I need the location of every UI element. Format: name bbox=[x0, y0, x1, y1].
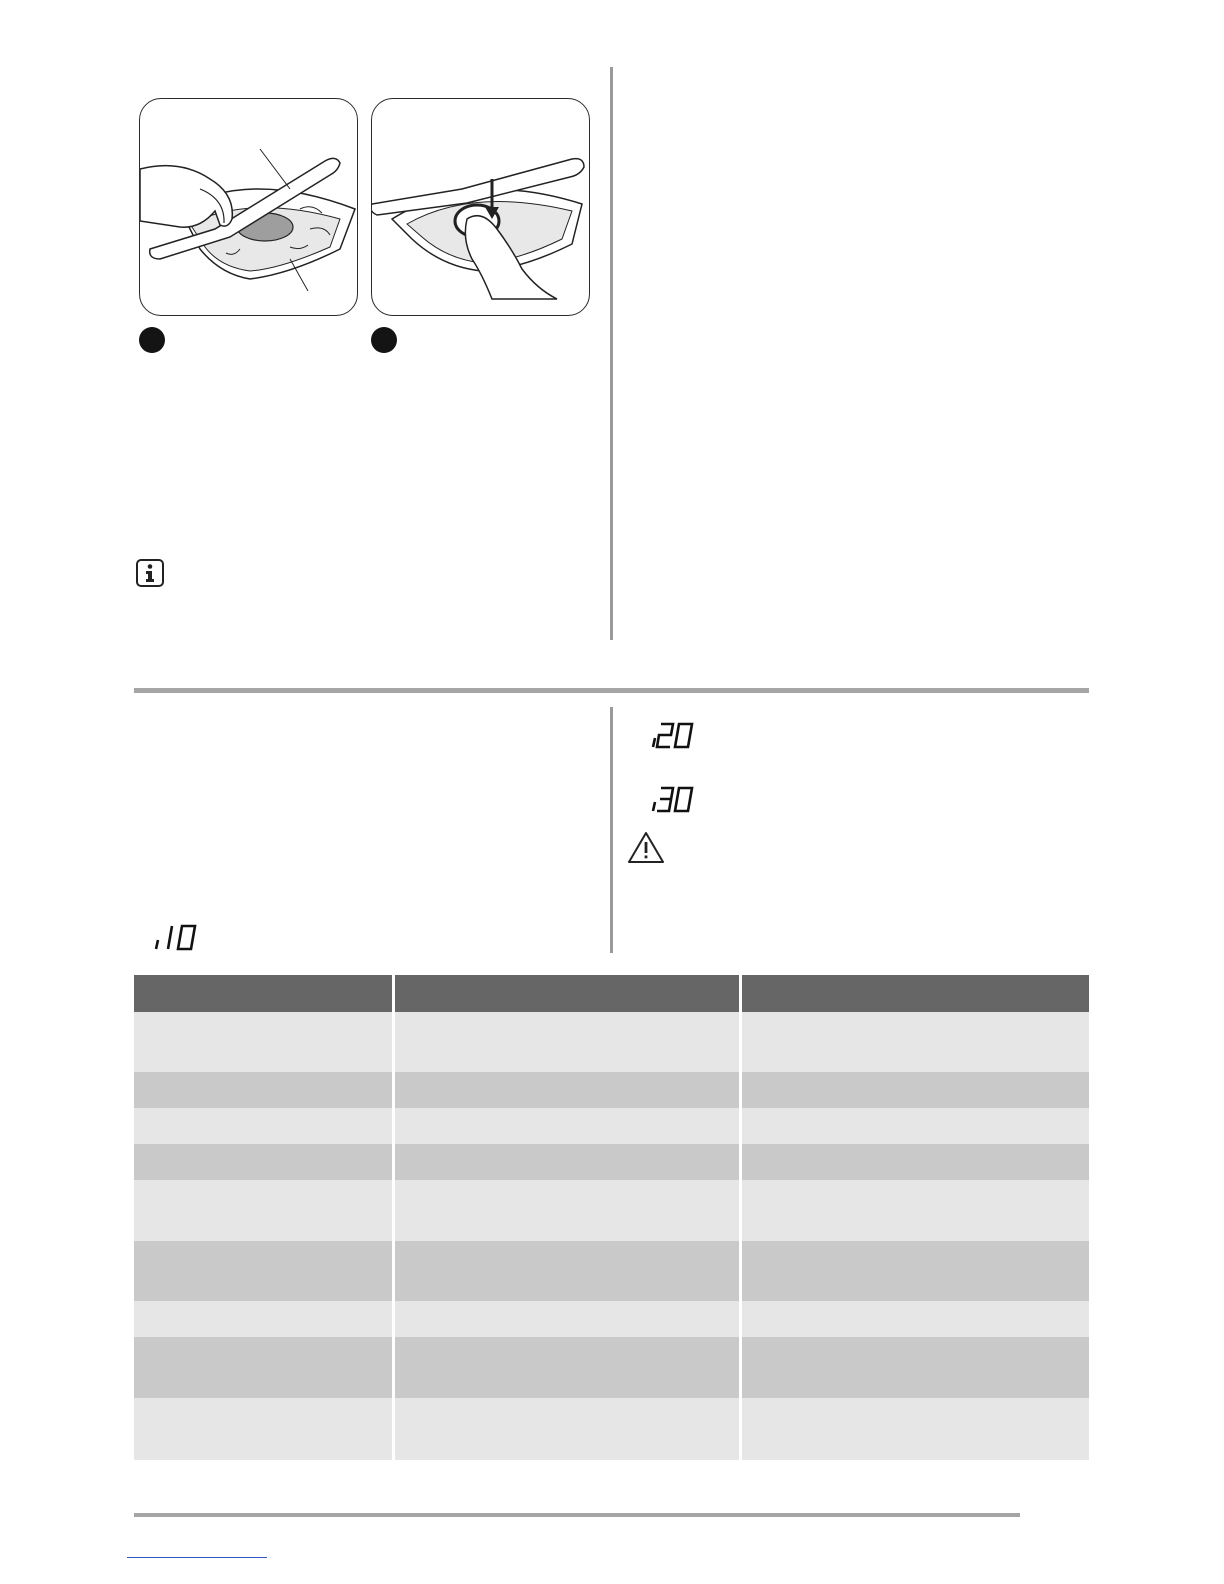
table-cell-r6-c1 bbox=[134, 1241, 392, 1301]
table-cell-r8-c2 bbox=[395, 1337, 739, 1398]
table-cell-r4-c1 bbox=[134, 1144, 392, 1180]
table-cell-r3-c3 bbox=[742, 1108, 1089, 1144]
info-icon bbox=[136, 559, 164, 587]
table-cell-r1-c1 bbox=[134, 1012, 392, 1072]
table-cell-r2-c1 bbox=[134, 1072, 392, 1108]
table-cell-r3-c2 bbox=[395, 1108, 739, 1144]
footer-link-underline bbox=[127, 1557, 267, 1558]
table-cell-r1-c3 bbox=[742, 1012, 1089, 1072]
table-cell-r4-c3 bbox=[742, 1144, 1089, 1180]
table-cell-r6-c2 bbox=[395, 1241, 739, 1301]
display-code-30 bbox=[649, 784, 697, 814]
column-divider-top bbox=[610, 67, 613, 640]
figure-step-1-frame bbox=[139, 98, 358, 316]
figure-step-2-frame bbox=[371, 98, 590, 316]
table-cell-r9-c2 bbox=[395, 1398, 739, 1460]
display-code-20 bbox=[649, 720, 697, 750]
table-cell-r2-c3 bbox=[742, 1072, 1089, 1108]
table-cell-r7-c1 bbox=[134, 1301, 392, 1337]
table-cell-r7-c3 bbox=[742, 1301, 1089, 1337]
table-header-cell-1 bbox=[134, 975, 392, 1012]
table-cell-r4-c2 bbox=[395, 1144, 739, 1180]
footer-rule bbox=[134, 1513, 1020, 1517]
step-2-marker bbox=[371, 327, 397, 353]
table-cell-r9-c3 bbox=[742, 1398, 1089, 1460]
table-cell-r9-c1 bbox=[134, 1398, 392, 1460]
table-cell-r5-c1 bbox=[134, 1180, 392, 1241]
step-1-marker bbox=[139, 327, 165, 353]
table-cell-r7-c2 bbox=[395, 1301, 739, 1337]
warning-icon bbox=[627, 831, 665, 864]
table-cell-r2-c2 bbox=[395, 1072, 739, 1108]
section-divider bbox=[134, 688, 1089, 693]
table-cell-r8-c3 bbox=[742, 1337, 1089, 1398]
spray-arm-refit-illustration bbox=[372, 99, 589, 315]
table-cell-r8-c1 bbox=[134, 1337, 392, 1398]
spray-arm-removal-illustration bbox=[140, 99, 357, 315]
table-header bbox=[134, 975, 1089, 1012]
display-code-10 bbox=[152, 922, 200, 952]
table-cell-r5-c3 bbox=[742, 1180, 1089, 1241]
table-cell-r5-c2 bbox=[395, 1180, 739, 1241]
table-header-cell-2 bbox=[395, 975, 739, 1012]
table-cell-r6-c3 bbox=[742, 1241, 1089, 1301]
column-divider-middle bbox=[610, 707, 613, 953]
table-header-cell-3 bbox=[742, 975, 1089, 1012]
table-cell-r1-c2 bbox=[395, 1012, 739, 1072]
table-cell-r3-c1 bbox=[134, 1108, 392, 1144]
